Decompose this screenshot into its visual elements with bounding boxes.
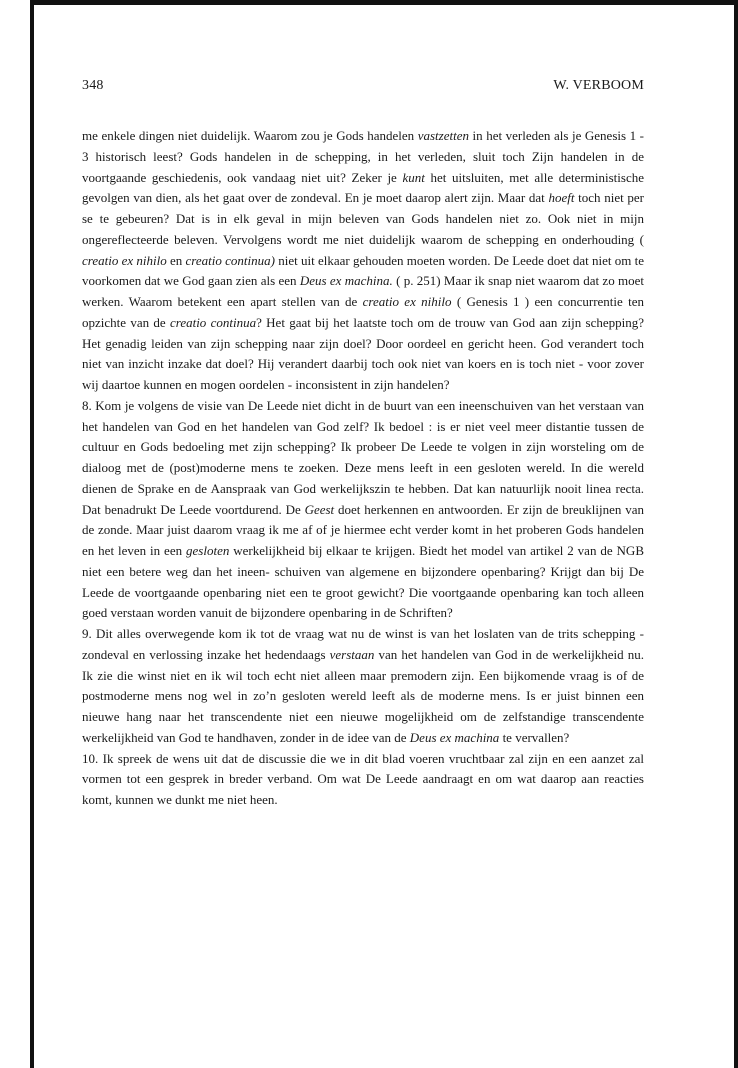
paragraph: 10. Ik spreek de wens uit dat de discussie die we in dit blad voeren vruchtbaar zal zijn en een aanzet zal vormen tot een gesprek in breder verband. Om wat De Leede aandraagt en om wat daarop aan reacties komt, kunnen we dunkt me niet heen. — [82, 750, 644, 807]
scan-border-top — [30, 0, 738, 5]
running-author: W. VERBOOM — [553, 78, 644, 93]
page-header — [82, 78, 644, 94]
scan-border-right — [734, 0, 738, 1068]
page-number: 348 — [82, 78, 104, 93]
scan-border-left — [30, 0, 34, 1068]
paragraph: me enkele dingen niet duidelijk. Waarom zou je Gods handelen vastzetten in het verleden als je Genesis 1 - 3 historisch leest? Gods handelen in de schepping, in het verleden, sluit toch Zijn handelen in de voortgaande geschiedenis, ook vandaag niet uit? Zeker je kunt het uitsluiten, met alle deterministische gevolgen van dien, als het gaat over de zondeval. En je moet daarop alert zijn. Maar dat hoeft toch niet per se te gebeuren? Dat is in elk geval in mijn beleven van Gods handelen niet zo. Ook niet in mijn ongereflecteerde beleven. Vervolgens wordt me niet duidelijk waarom de schepping en onderhouding ( creatio ex nihilo en creatio continua) niet uit elkaar gehouden moeten worden. De Leede doet dat niet om te voorkomen dat we God gaan zien als een Deus ex machina. ( p. 251) Maar ik snap niet waarom dat zo moet werken. Waarom betekent een apart stellen van de creatio ex nihilo ( Genesis 1 ) een concurrentie ten opzichte van de creatio continua? Het gaat bij het laatste toch om de trouw van God aan zijn schepping? Het genadig leiden van zijn schepping naar zijn doel? Door oordeel en gericht heen. God verandert toch niet van inzicht inzake dat doel? Hij verandert daarbij toch ook niet van koers en is toch niet - voor zover wij daartoe kunnen en mogen oordelen - inconsistent in zijn handelen? — [82, 128, 645, 392]
body-text — [82, 126, 644, 811]
paragraph: 8. Kom je volgens de visie van De Leede niet dicht in de buurt van een ineenschuiven van het verstaan van het handelen van God en het handelen van God zelf? Ik bedoel : is er niet veel meer distantie tussen de cultuur en Gods bedoeling met zijn schepping? Ik probeer De Leede te volgen in zijn worsteling om de dialoog met de (post)moderne mens te zoeken. Deze mens leeft in een gesloten wereld. In die wereld dienen de Sprake en de Aanspraak van God werkelijkszin te hebben. Dat kan natuurlijk nooit linea recta. Dat benadrukt De Leede voortdurend. De Geest doet herkennen en antwoorden. Er zijn de breuklijnen van de zonde. Maar juist daarom vraag ik me af of je hiermee echt verder komt in het proberen Gods handelen en het leven in een gesloten werkelijkheid bij elkaar te krijgen. Biedt het model van artikel 2 van de NGB niet een betere weg dan het ineen- schuiven van algemene en bijzondere openbaring? Krijgt dan bij De Leede de voortgaande openbaring niet een te groot gewicht? Die voortgaande openbaring kan toch alleen goed verstaan worden vanuit de bijzondere openbaring in de Schriften? — [82, 397, 645, 621]
paragraph: 9. Dit alles overwegende kom ik tot de vraag wat nu de winst is van het loslaten van de trits schepping - zondeval en verlossing inzake het hedendaags verstaan van het handelen van God in de werkelijkheid nu. Ik zie die winst niet en ik wil toch echt niet alleen maar premodern zijn. Een bijkomende vraag is of de postmoderne mens nog wel in zo’n gesloten wereld leeft als de moderne mens. Is er juist binnen een nieuwe hang naar het transcendente niet een nieuwe mogelijkheid om de zelfstandige transcendente werkelijkheid van God te handhaven, zonder in de idee van de Deus ex machina te vervallen? — [82, 626, 645, 745]
